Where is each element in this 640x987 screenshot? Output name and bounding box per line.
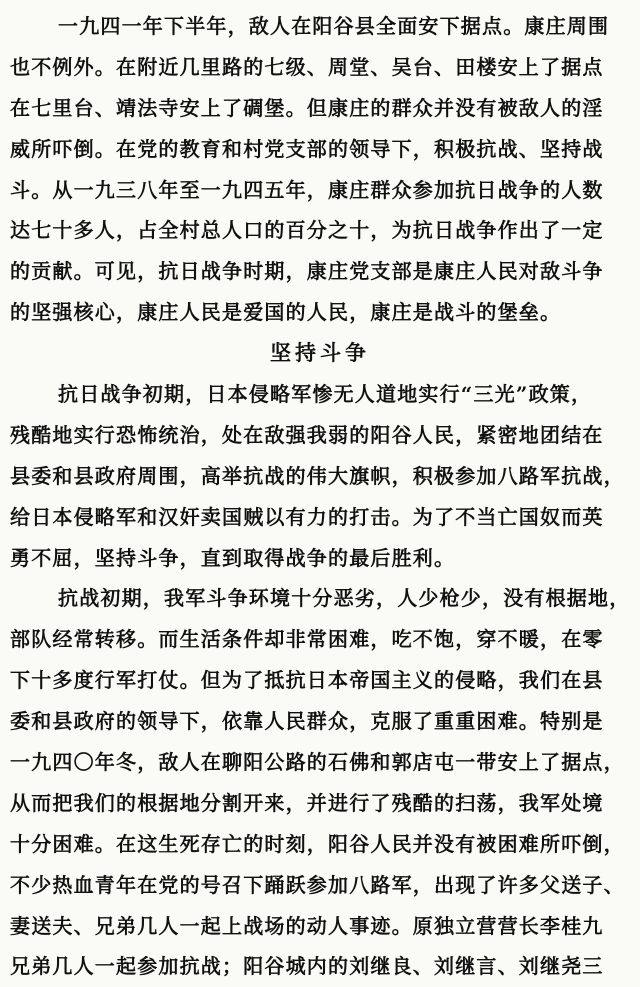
text-line: 从而把我们的根据地分割开来，并进行了残酷的扫荡，我军处境 — [10, 790, 604, 815]
text-line: 的贡献。可见，抗日战争时期，康庄党支部是康庄人民对敌斗争 — [10, 259, 604, 284]
text-line: 达七十多人，占全村总人口的百分之十，为抗日战争作出了一定 — [10, 218, 604, 243]
text-line: 十分困难。在这生死存亡的时刻，阳谷人民并没有被困难所吓倒， — [10, 831, 625, 856]
paragraph-3 — [0, 578, 640, 987]
text-line: 的坚强核心，康庄人民是爱国的人民，康庄是战斗的堡垒。 — [10, 300, 562, 325]
text-line: 勇不屈，坚持斗争，直到取得战争的最后胜利。 — [10, 545, 456, 570]
text-line: 一九四一年下半年，敌人在阳谷县全面安下据点。康庄周围 — [58, 14, 610, 38]
text-line: 威所吓倒。在党的教育和村党支部的领导下，积极抗战、坚持战 — [10, 136, 604, 161]
text-line: 委和县政府的领导下，依靠人民群众，克服了重重困难。特别是 — [10, 709, 604, 734]
text-line: 一九四〇年冬，敌人在聊阳公路的石佛和郭店屯一带安上了据点， — [10, 750, 625, 775]
text-line: 斗。从一九三八年至一九四五年，康庄群众参加抗日战争的人数 — [10, 177, 604, 202]
text-line: 给日本侵略军和汉奸卖国贼以有力的打击。为了不当亡国奴而英 — [10, 504, 604, 529]
text-line: 县委和县政府周围，高举抗战的伟大旗帜，积极参加八路军抗战， — [10, 463, 625, 488]
text-line: 兄弟几人一起参加抗战；阳谷城内的刘继良、刘继言、刘继尧三 — [10, 954, 604, 979]
text-line: 抗日战争初期，日本侵略军惨无人道地实行“三光”政策， — [58, 382, 593, 407]
section-heading: 坚持斗争 — [270, 340, 370, 366]
text-line: 在七里台、靖法寺安上了碉堡。但康庄的群众并没有被敌人的淫 — [10, 95, 604, 120]
text-line: 不少热血青年在党的号召下踊跃参加八路军，出现了许多父送子、 — [10, 872, 625, 897]
text-line: 也不例外。在附近几里路的七级、周堂、吴台、田楼安上了据点 — [10, 54, 604, 79]
paragraph-2 — [0, 374, 640, 578]
text-line: 抗战初期，我军斗争环境十分恶劣，人少枪少，没有根据地， — [58, 586, 631, 611]
text-line: 残酷地实行恐怖统治，处在敌强我弱的阳谷人民，紧密地团结在 — [10, 422, 604, 447]
text-line: 妻送夫、兄弟几人一起上战场的动人事迹。原独立营营长李桂九 — [10, 913, 604, 938]
paragraph-1 — [0, 6, 640, 333]
text-line: 下十多度行军打仗。但为了抵抗日本帝国主义的侵略，我们在县 — [10, 668, 604, 693]
text-line: 部队经常转移。而生活条件却非常困难，吃不饱，穿不暖，在零 — [10, 627, 604, 652]
